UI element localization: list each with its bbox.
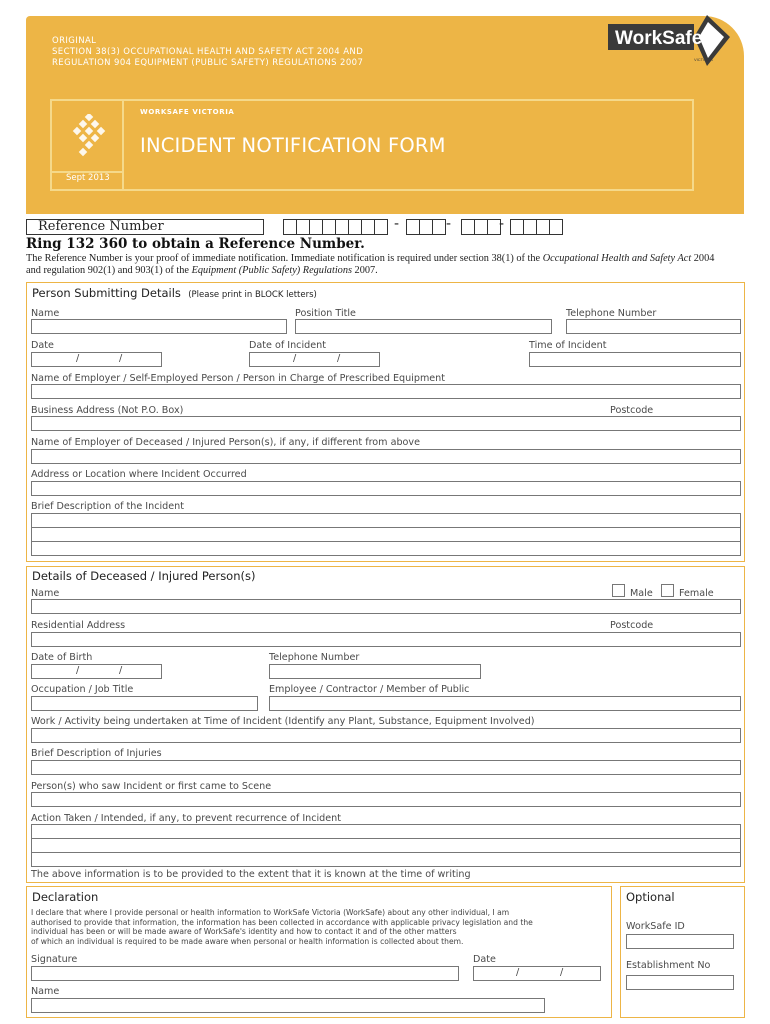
incident-description-line[interactable] [31,541,741,556]
svg-text:WorkSafe: WorkSafe [615,28,703,49]
agency-name: WORKSAFE VICTORIA [140,108,235,116]
work-activity-label: Work / Activity being undertaken at Time of Incident (Identify any Plant, Substance, Equipment Involved) [31,716,535,727]
worksafe-logo [606,14,730,68]
signature-label: Signature [31,954,78,965]
establishment-no-label: Establishment No [626,960,711,971]
employer-deceased-field[interactable] [31,449,741,464]
reference-separator: - [394,216,400,232]
witnesses-field[interactable] [31,792,741,807]
date-slash: / [119,665,123,676]
declaration-name-label: Name [31,986,60,997]
incident-description-line[interactable] [31,513,741,528]
date-field[interactable] [31,352,162,367]
submitter-telephone-label: Telephone Number [566,308,657,319]
ring-instruction: Ring 132 360 to obtain a Reference Number. [26,236,365,252]
employer-label: Name of Employer / Self-Employed Person / Person in Charge of Prescribed Equipment [31,373,446,384]
edition-date: Sept 2013 [66,173,110,183]
position-title-label: Position Title [295,308,356,319]
date-slash: / [119,353,123,364]
witnesses-label: Person(s) who saw Incident or first came to Scene [31,781,272,792]
occupation-field[interactable] [31,696,258,711]
person-submitting-title: Person Submitting Details (Please print in BLOCK letters) [32,286,317,300]
declaration-name-field[interactable] [31,998,545,1013]
male-label: Male [630,588,653,599]
business-address-field[interactable] [31,416,741,431]
reference-digits-group-1[interactable] [283,219,387,235]
time-of-incident-label: Time of Incident [529,340,607,351]
diamond-pattern-icon [72,114,110,158]
submitter-telephone-field[interactable] [566,319,741,334]
signature-field[interactable] [31,966,459,981]
employer-deceased-label: Name of Employer of Deceased / Injured Person(s), if any, if different from above [31,437,420,448]
date-of-birth-label: Date of Birth [31,652,93,663]
reference-number-label: Reference Number [26,219,264,235]
injured-telephone-field[interactable] [269,664,481,679]
optional-title: Optional [626,890,675,904]
worksafe-id-label: WorkSafe ID [626,921,685,932]
declaration-date-label: Date [473,954,496,965]
injured-person-title: Details of Deceased / Injured Person(s) [32,569,256,583]
action-taken-label: Action Taken / Intended, if any, to prevent recurrence of Incident [31,813,342,824]
position-title-field[interactable] [295,319,552,334]
residential-address-field[interactable] [31,632,741,647]
employee-type-field[interactable] [269,696,741,711]
reference-digits-group-4[interactable] [510,219,562,235]
submitter-name-label: Name [31,308,60,319]
date-of-incident-label: Date of Incident [249,340,326,351]
original-label: ORIGINAL [52,36,97,46]
form-title: INCIDENT NOTIFICATION FORM [140,134,446,157]
optional-section [620,886,745,1018]
act-line-2: REGULATION 904 EQUIPMENT (PUBLIC SAFETY) REGULATIONS 2007 [52,58,364,68]
reference-note: The Reference Number is your proof of immediate notification. Immediate notification is required under section 38(1) of the Occupational Health and Safety Act 2004 and regulation 902(1) and 903(1) of the Equipment (Public Safety) Regulations 2007. [26,253,715,276]
business-postcode-label: Postcode [610,405,654,416]
establishment-no-field[interactable] [626,975,734,990]
date-slash: / [337,353,341,364]
action-taken-line[interactable] [31,852,741,867]
employer-field[interactable] [31,384,741,399]
reference-separator: - [499,216,505,232]
date-slash: / [560,967,564,978]
injuries-label: Brief Description of Injuries [31,748,162,759]
injured-name-label: Name [31,588,60,599]
declaration-title: Declaration [32,890,99,904]
date-label: Date [31,340,54,351]
reference-digits-group-3[interactable] [461,219,500,235]
incident-description-line[interactable] [31,527,741,542]
action-taken-line[interactable] [31,838,741,853]
injured-name-field[interactable] [31,599,741,614]
date-slash: / [293,353,297,364]
residential-address-label: Residential Address [31,620,126,631]
submitter-name-field[interactable] [31,319,287,334]
information-footnote: The above information is to be provided to the extent that it is known at the time of writing [31,869,471,880]
female-checkbox[interactable] [661,584,674,597]
occupation-label: Occupation / Job Title [31,684,134,695]
residential-postcode-label: Postcode [610,620,654,631]
incident-location-field[interactable] [31,481,741,496]
incident-description-label: Brief Description of the Incident [31,501,184,512]
employee-type-label: Employee / Contractor / Member of Public [269,684,470,695]
declaration-date-field[interactable] [473,966,601,981]
date-slash: / [516,967,520,978]
declaration-text: I declare that where I provide personal or health information to WorkSafe Victoria (WorkSafe) about any other individual, I am authorised to provide that information, the information has been collected in accordance with applicable privacy legislation and the individual has been or will be made aware of WorkSafe's identity and how to contact it and of the other matters of which an individual is required to be made aware when personal or health information is collected about them. [31,908,533,946]
injuries-field[interactable] [31,760,741,775]
incident-location-label: Address or Location where Incident Occurred [31,469,247,480]
date-slash: / [76,353,80,364]
reference-digits-group-2[interactable] [406,219,445,235]
reference-separator: - [446,216,452,232]
svg-text:VICTORIA: VICTORIA [694,57,713,62]
worksafe-id-field[interactable] [626,934,734,949]
work-activity-field[interactable] [31,728,741,743]
business-address-label: Business Address (Not P.O. Box) [31,405,184,416]
male-checkbox[interactable] [612,584,625,597]
female-label: Female [679,588,714,599]
legislation-heading [52,36,363,69]
act-line-1: SECTION 38(3) OCCUPATIONAL HEALTH AND SAFETY ACT 2004 AND [52,47,364,57]
action-taken-line[interactable] [31,824,741,839]
time-of-incident-field[interactable] [529,352,741,367]
injured-telephone-label: Telephone Number [269,652,360,663]
date-slash: / [76,665,80,676]
date-of-birth-field[interactable] [31,664,162,679]
date-of-incident-field[interactable] [249,352,380,367]
